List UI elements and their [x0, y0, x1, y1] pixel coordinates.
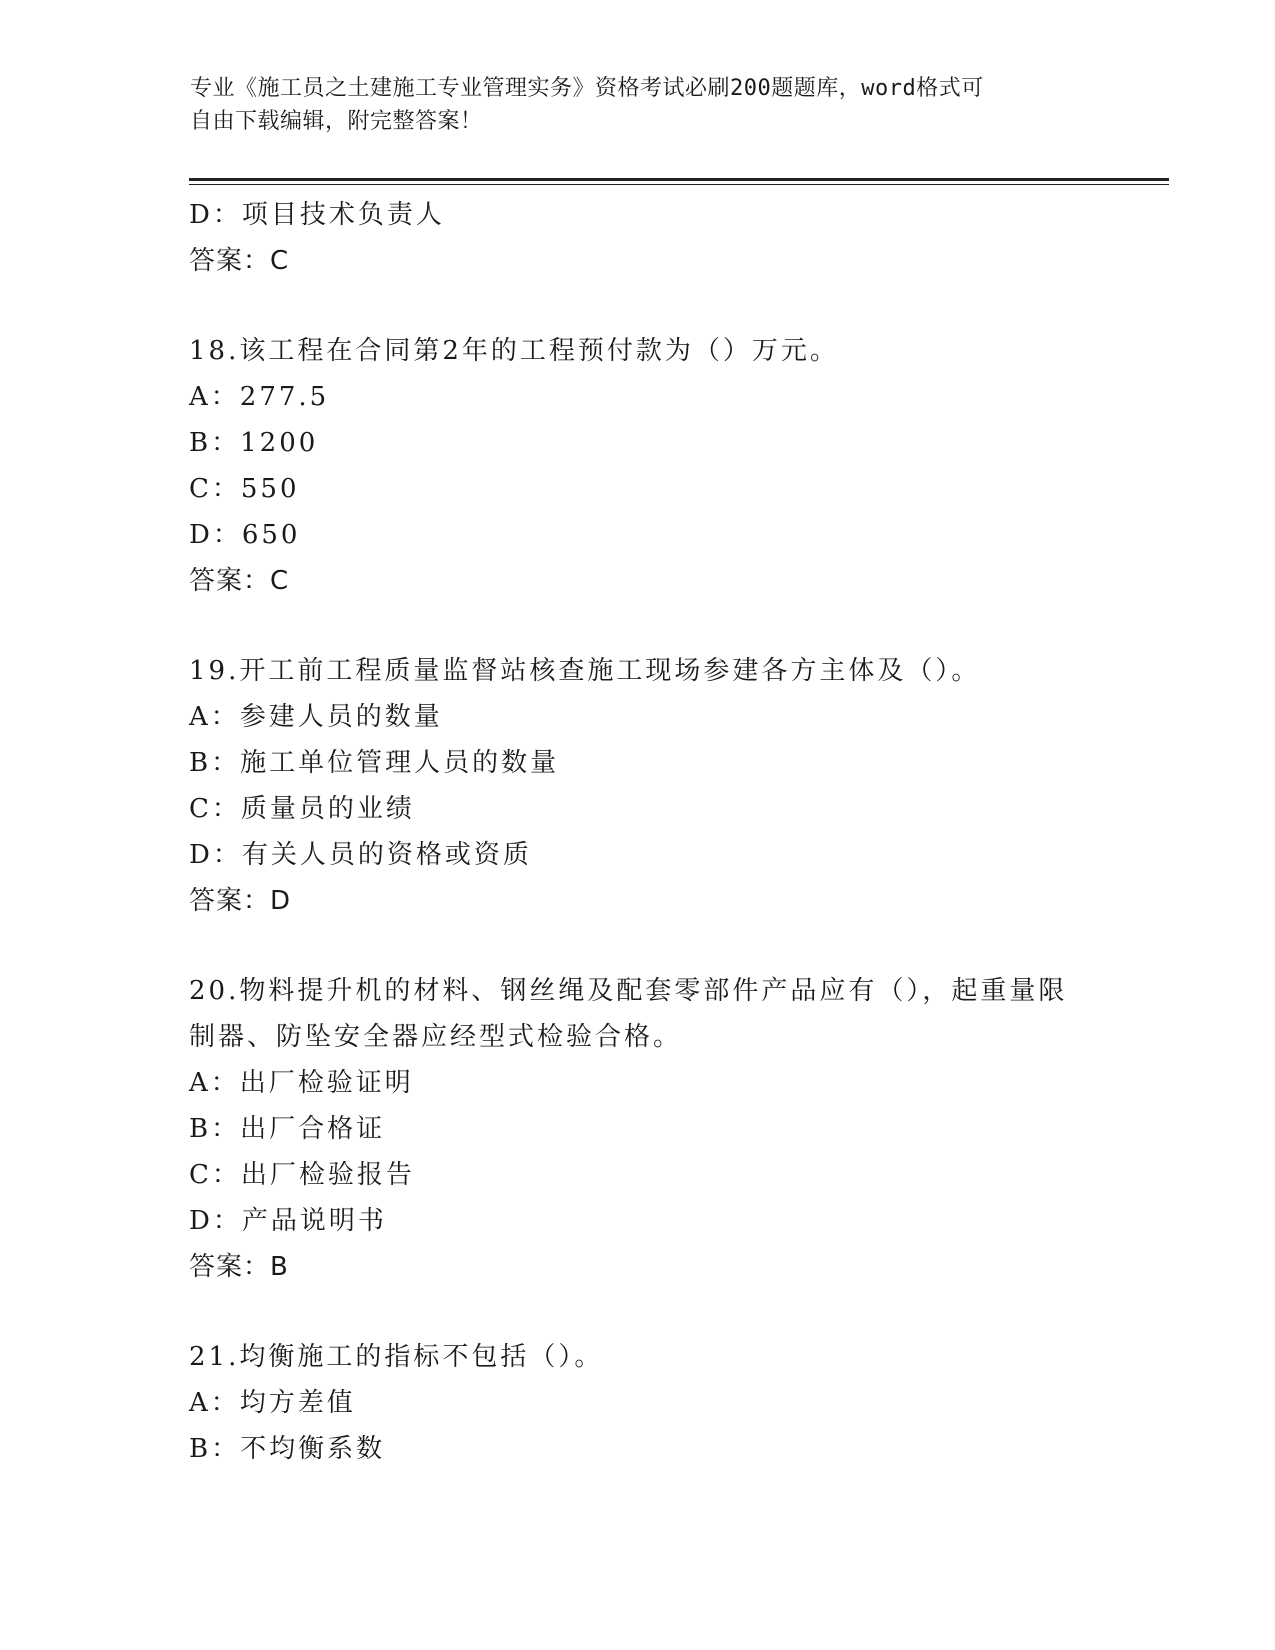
option-d: D：项目技术负责人 [189, 200, 445, 230]
question-21 [189, 1334, 1089, 1472]
answer: 答案：C [189, 246, 290, 276]
option-d: D：产品说明书 [189, 1206, 387, 1236]
option-b: B：不均衡系数 [189, 1434, 386, 1464]
answer: 答案：B [189, 1252, 289, 1282]
option-b: B：施工单位管理人员的数量 [189, 748, 560, 778]
header-line-1: 专业《施工员之土建施工专业管理实务》资格考试必刷200题题库，word格式可 [190, 76, 984, 101]
option-d: D：有关人员的资格或资质 [189, 840, 532, 870]
question-20 [189, 968, 1089, 1290]
document-header [190, 72, 1090, 138]
option-a: A：出厂检验证明 [189, 1068, 414, 1098]
question-stem: 18.该工程在合同第2年的工程预付款为（）万元。 [189, 336, 839, 366]
header-divider-thin [189, 184, 1169, 185]
option-c: C：550 [189, 474, 300, 504]
option-a: A：277.5 [189, 382, 330, 412]
question-stem: 21.均衡施工的指标不包括（）。 [189, 1342, 604, 1372]
option-c: C：出厂检验报告 [189, 1160, 415, 1190]
option-a: A：均方差值 [189, 1388, 356, 1418]
header-divider-thick [189, 178, 1169, 181]
question-list [189, 192, 1089, 1472]
question-18 [189, 328, 1089, 604]
answer: 答案：C [189, 566, 290, 596]
question-17-tail [189, 192, 1089, 284]
option-c: C：质量员的业绩 [189, 794, 415, 824]
question-stem-line-2: 制器、防坠安全器应经型式检验合格。 [189, 1022, 683, 1052]
header-line-2: 自由下载编辑，附完整答案！ [190, 109, 483, 134]
option-b: B：1200 [189, 428, 319, 458]
question-19 [189, 648, 1089, 924]
option-a: A：参建人员的数量 [189, 702, 443, 732]
option-b: B：出厂合格证 [189, 1114, 386, 1144]
question-stem: 19.开工前工程质量监督站核查施工现场参建各方主体及（）。 [189, 656, 981, 686]
answer: 答案：D [189, 886, 292, 916]
option-d: D：650 [189, 520, 301, 550]
question-stem-line-1: 20.物料提升机的材料、钢丝绳及配套零部件产品应有（），起重量限 [189, 976, 1068, 1006]
